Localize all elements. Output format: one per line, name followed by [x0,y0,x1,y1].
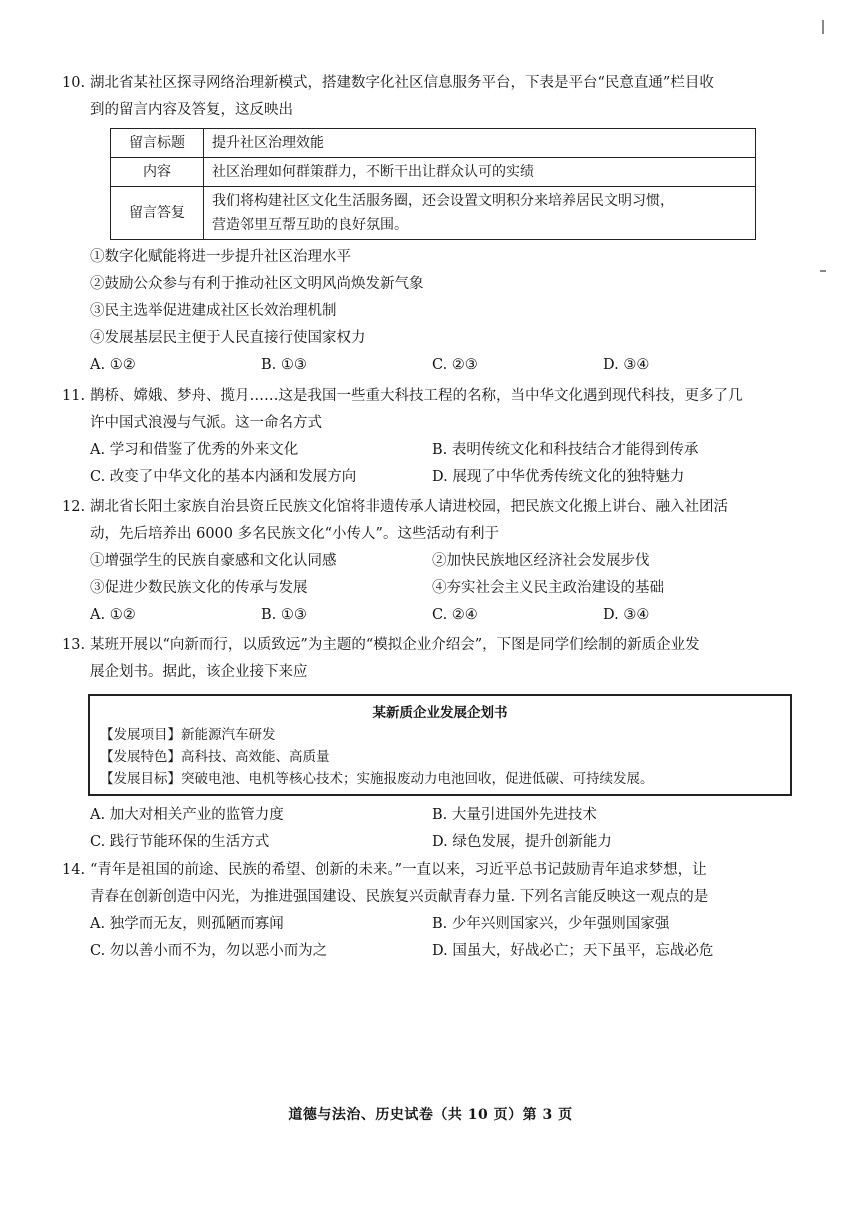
table-header-cell: 留言标题 [111,129,204,158]
option-d: D. ③④ [603,607,650,623]
plan-box [88,694,792,796]
message-table [110,128,756,240]
option-d: D. 国虽大，好战必亡；天下虽平，忘战必危 [432,943,714,959]
option-c: C. ②④ [432,607,478,623]
table-cell: 提升社区治理效能 [204,129,756,158]
answer-options [90,829,774,856]
option-a: A. 学习和借鉴了优秀的外来文化 [90,442,299,458]
question-13 [62,632,774,856]
statement-item: ③促进少数民族文化的传承与发展 [90,580,308,596]
statement-item: ①增强学生的民族自豪感和文化认同感 [90,553,337,569]
question-stem-line: 到的留言内容及答复，这反映出 [90,102,293,118]
table-cell [204,187,756,240]
plan-row: 【发展项目】新能源汽车研发 [100,727,276,743]
page-footer: 道德与法治、历史试卷（共 10 页）第 3 页 [288,1107,573,1123]
question-14 [62,857,774,965]
option-a: A. 加大对相关产业的监管力度 [90,807,284,823]
answer-options [90,602,774,629]
statement-row [90,548,774,575]
statement-item: ④发展基层民主便于人民直接行使国家权力 [90,330,366,346]
answer-options [90,802,774,829]
option-b: B. 少年兴则国家兴，少年强则国家强 [432,916,670,932]
question-stem-line: 许中国式浪漫与气派。这一命名方式 [90,415,322,431]
question-number: 12. [62,499,86,515]
question-number: 14. [62,862,86,878]
answer-options [90,911,774,938]
option-b: B. ①③ [261,607,307,623]
table-header-cell: 留言答复 [111,187,204,240]
question-number: 11. [62,388,86,404]
question-stem-line: “青年是祖国的前途、民族的希望、创新的未来。”一直以来，习近平总书记鼓励青年追求梦想，让 [90,862,707,878]
option-a: A. 独学而无友，则孤陋而寡闻 [90,916,284,932]
option-b: B. 大量引进国外先进技术 [432,807,597,823]
option-a: A. ①② [90,607,136,623]
option-d: D. 绿色发展，提升创新能力 [432,834,612,850]
question-stem-line: 青春在创新创造中闪光，为推进强国建设、民族复兴贡献青春力量. 下列名言能反映这一观点的是 [90,889,709,905]
statement-item: ②加快民族地区经济社会发展步伐 [432,553,650,569]
question-10 [62,70,774,379]
statement-item: ③民主选举促进建成社区长效治理机制 [90,303,337,319]
option-d: D. ③④ [603,357,650,373]
table-cell-line: 我们将构建社区文化生活服务圈，还会设置文明积分来培养居民文明习惯， [212,193,674,209]
option-b: B. ①③ [261,357,307,373]
option-b: B. 表明传统文化和科技结合才能得到传承 [432,442,699,458]
answer-options [90,437,774,464]
plan-row: 【发展目标】突破电池、电机等核心技术；实施报废动力电池回收，促进低碳、可持续发展。 [100,771,654,787]
plan-row: 【发展特色】高科技、高效能、高质量 [100,749,330,765]
option-d: D. 展现了中华优秀传统文化的独特魅力 [432,469,685,485]
plan-title: 某新质企业发展企划书 [372,705,508,721]
table-row [111,158,756,187]
table-header-cell: 内容 [111,158,204,187]
option-a: A. ①② [90,357,136,373]
question-11 [62,383,774,491]
answer-options [90,464,774,491]
table-cell: 社区治理如何群策群力，不断干出让群众认可的实绩 [204,158,756,187]
scan-mark [820,270,826,272]
table-cell-line: 营造邻里互帮互助的良好氛围。 [212,217,408,233]
answer-options [90,938,774,965]
question-number: 10. [62,75,86,91]
statement-item: ④夯实社会主义民主政治建设的基础 [432,580,664,596]
question-stem-line: 展企划书。据此，该企业接下来应 [90,664,308,680]
option-c: C. 践行节能环保的生活方式 [90,834,270,850]
question-number: 13. [62,637,86,653]
question-stem-line: 湖北省长阳土家族自治县资丘民族文化馆将非遗传承人请进校园，把民族文化搬上讲台、融入社团活 [90,499,728,515]
table-row [111,187,756,240]
question-stem-line: 鹊桥、嫦娥、梦舟、揽月……这是我国一些重大科技工程的名称，当中华文化遇到现代科技，更多了几 [90,388,743,404]
statement-item: ①数字化赋能将进一步提升社区治理水平 [90,249,351,265]
answer-options [90,352,774,379]
scan-mark [822,20,824,34]
question-stem-line: 动，先后培养出 6000 多名民族文化“小传人”。这些活动有利于 [90,526,499,542]
option-c: C. ②③ [432,357,478,373]
option-c: C. 勿以善小而不为，勿以恶小而为之 [90,943,328,959]
option-c: C. 改变了中华文化的基本内涵和发展方向 [90,469,357,485]
statement-row [90,575,774,602]
question-stem-line: 湖北省某社区探寻网络治理新模式，搭建数字化社区信息服务平台，下表是平台“民意直通”栏目收 [90,75,714,91]
question-stem-line: 某班开展以“向新而行，以质致远”为主题的“模拟企业介绍会”，下图是同学们绘制的新质企业发 [90,637,700,653]
question-12 [62,494,774,629]
statement-item: ②鼓励公众参与有利于推动社区文明风尚焕发新气象 [90,276,424,292]
table-row [111,129,756,158]
